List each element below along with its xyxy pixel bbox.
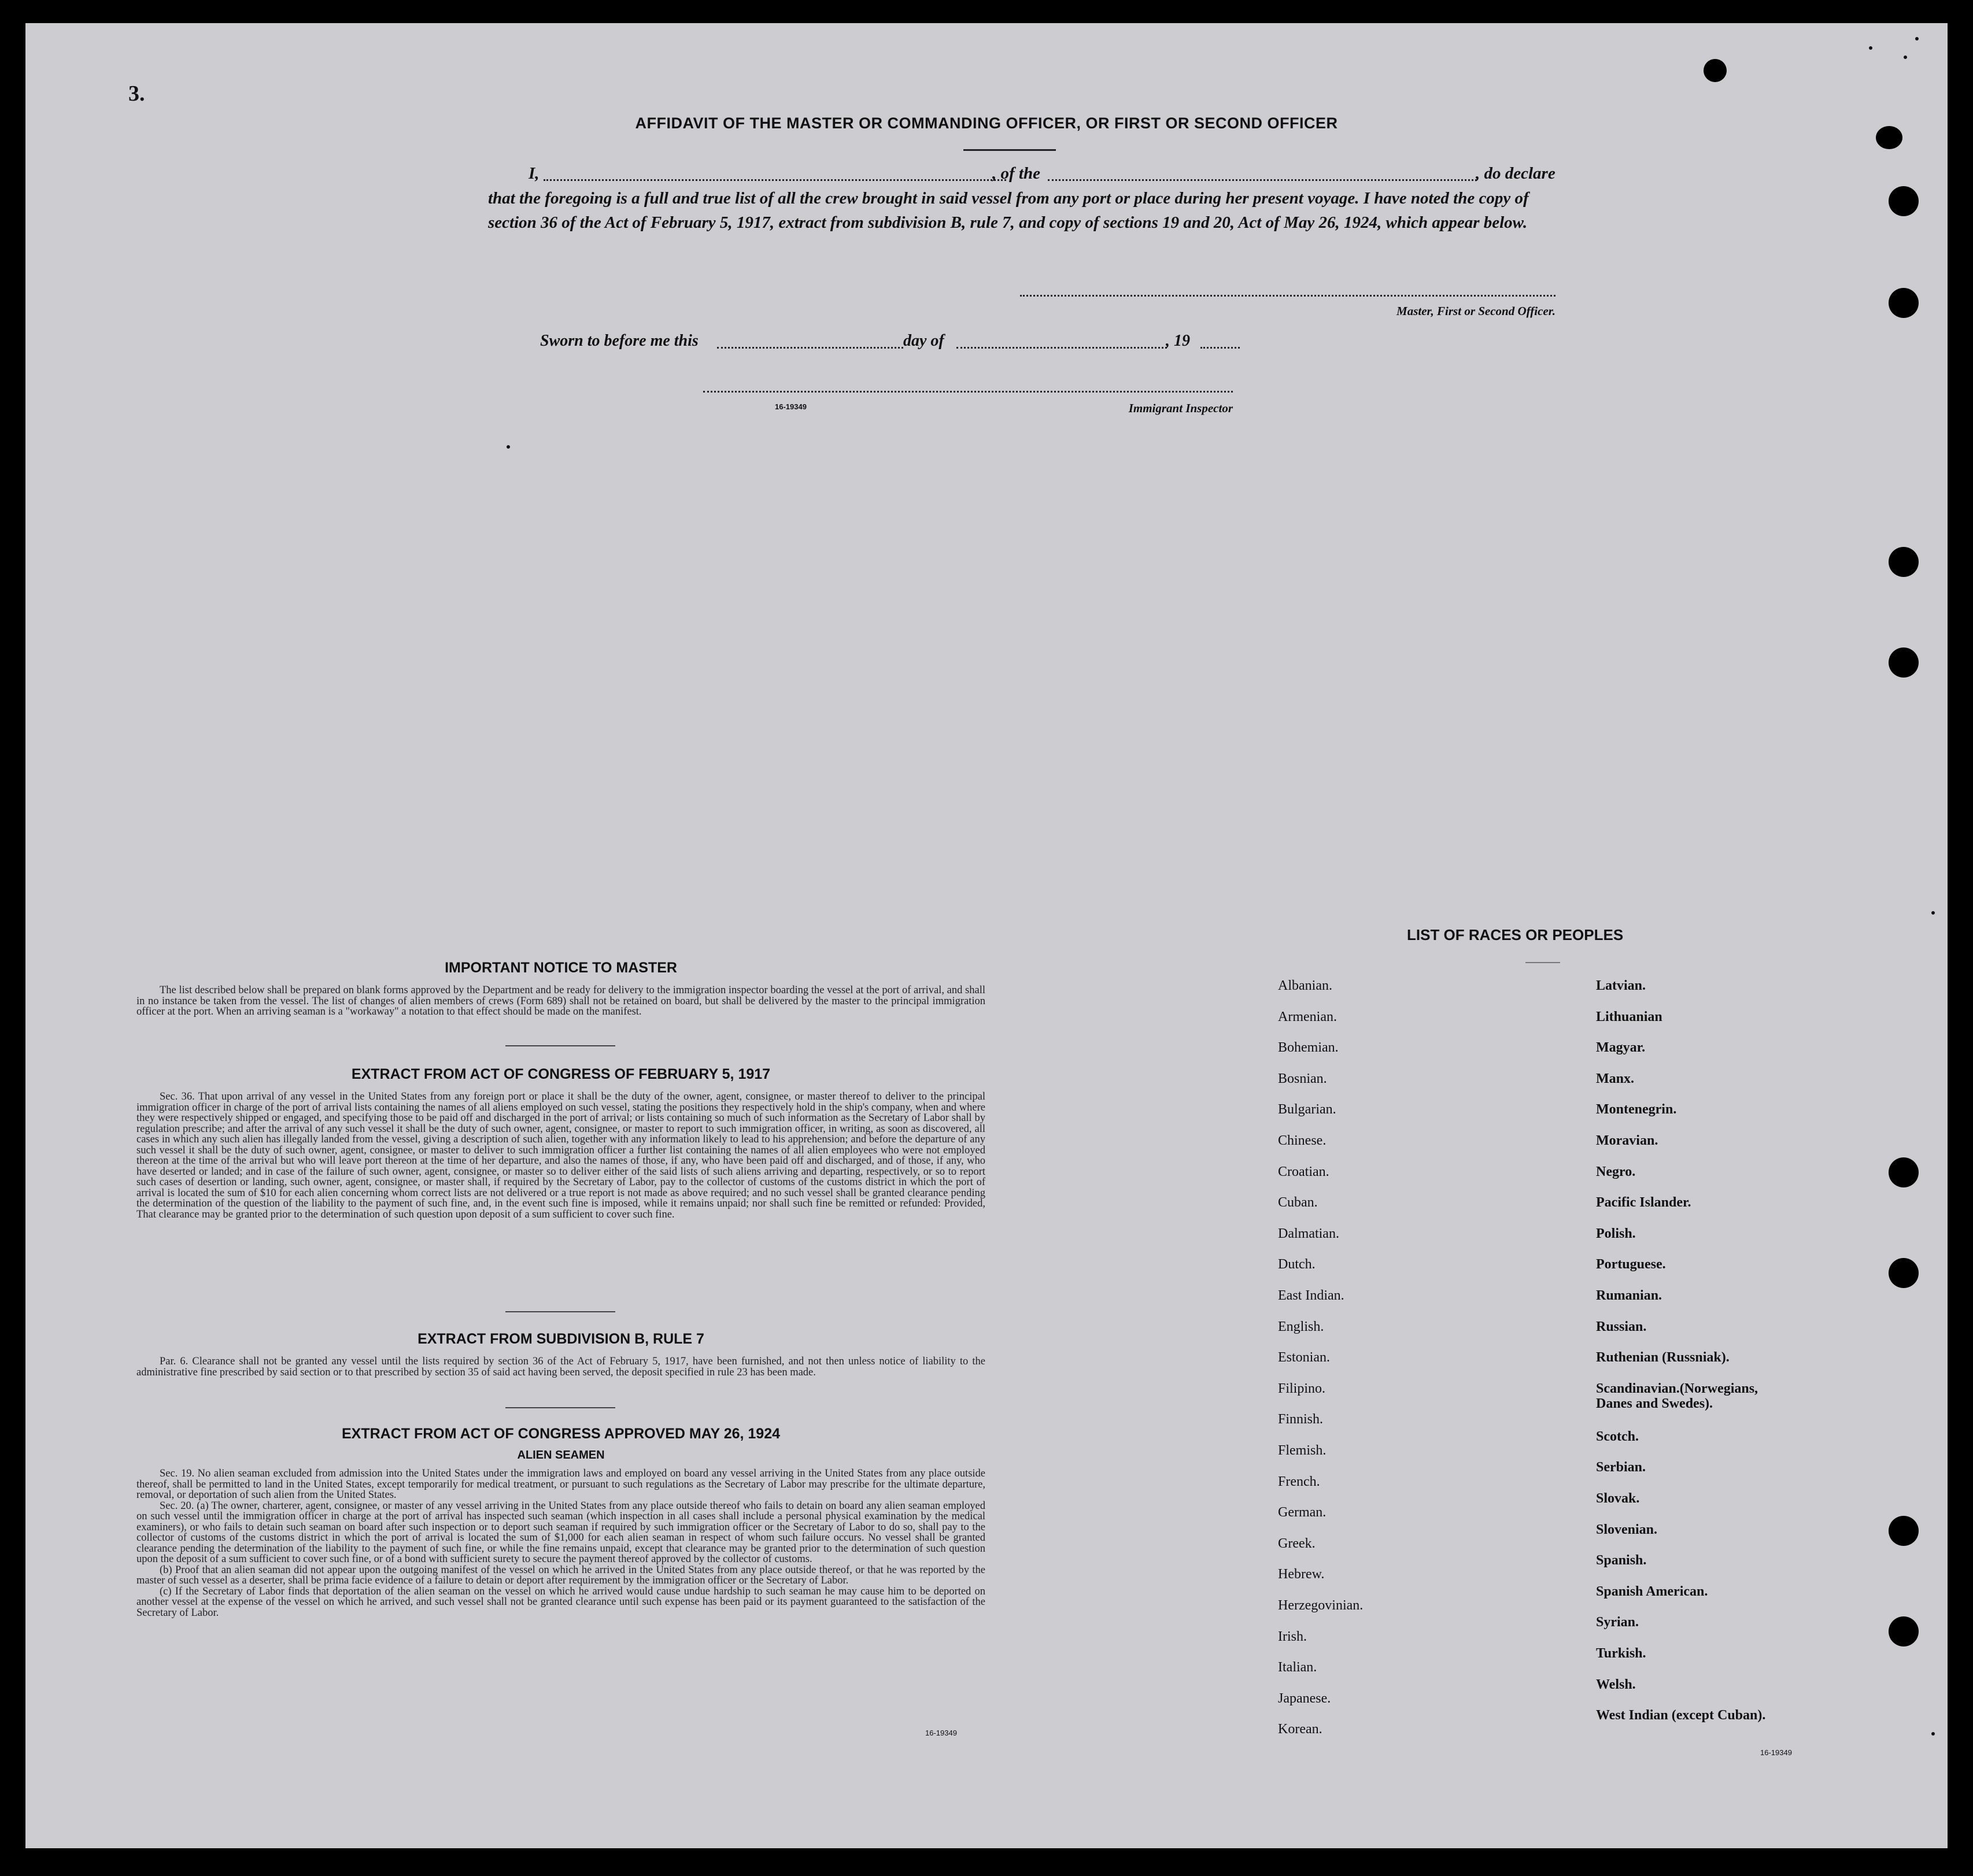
rule7-title: EXTRACT FROM SUBDIVISION B, RULE 7 — [417, 1331, 704, 1347]
punch-hole — [1889, 1157, 1919, 1187]
speck — [1869, 46, 1872, 50]
race-item: Italian. — [1278, 1660, 1317, 1675]
divider — [505, 1311, 615, 1312]
race-item: Moravian. — [1596, 1133, 1658, 1148]
notice-title: IMPORTANT NOTICE TO MASTER — [445, 960, 677, 976]
divider — [963, 149, 1056, 151]
punch-hole — [1889, 1516, 1919, 1546]
race-item: Negro. — [1596, 1164, 1636, 1179]
notice-body — [136, 985, 985, 1017]
race-item: Turkish. — [1596, 1646, 1646, 1661]
declarant-blank — [544, 179, 1006, 181]
punch-hole — [1889, 647, 1919, 678]
race-item: Finnish. — [1278, 1412, 1324, 1427]
notice-paragraph: The list described below shall be prepared on blank forms approved by the Department and be ready for delivery to the immigration inspector boarding the vessel at the port of arrival, and shall in no instance be taken from the vessel. The list of changes of alien members of crews (Form 689) shall not be retained on board, but shall be delivered by the master to the principal immigration officer at the port. When an arriving seaman is a "workaway" a notation to that effect should be made on the manifest. — [136, 985, 985, 1017]
sworn-day-blank — [717, 347, 903, 349]
vessel-blank — [1048, 179, 1477, 181]
race-item: Estonian. — [1278, 1350, 1330, 1365]
punch-hole — [1889, 547, 1919, 577]
extract-1917-body — [136, 1091, 985, 1220]
speck — [1915, 37, 1919, 40]
vessel-label: , of the — [992, 164, 1040, 183]
extract-1917-title: EXTRACT FROM ACT OF CONGRESS OF FEBRUARY 5, 1917 — [351, 1066, 771, 1082]
race-item: Rumanian. — [1596, 1288, 1662, 1303]
race-item: Bulgarian. — [1278, 1102, 1336, 1117]
day-of-label: day of — [903, 332, 944, 350]
affidavit-title: AFFIDAVIT OF THE MASTER OR COMMANDING OFFICER, OR FIRST OR SECOND OFFICER — [635, 114, 1338, 132]
race-item: Irish. — [1278, 1629, 1307, 1644]
race-item: Spanish. — [1596, 1553, 1647, 1568]
affidavit-body: that the foregoing is a full and true list of all the crew brought in said vessel from any port or place during her present voyage. I have noted the copy of section 36 of the Act of February 5, 1917, extract from subdivision B, rule 7, and copy of sections 19 and 20, Act of May 26, 1924, which appear below. — [488, 189, 1529, 232]
race-item: Manx. — [1596, 1071, 1634, 1086]
declarant-label: I, — [529, 164, 540, 183]
race-item: Greek. — [1278, 1536, 1316, 1551]
corner-mark: 3. — [128, 82, 145, 106]
divider — [505, 1407, 615, 1408]
race-item: Ruthenian (Russniak). — [1596, 1350, 1730, 1365]
punch-hole — [1889, 186, 1919, 216]
extract-1924-body — [136, 1468, 985, 1618]
race-item: Japanese. — [1278, 1691, 1331, 1706]
race-item: Serbian. — [1596, 1460, 1646, 1475]
race-item: West Indian (except Cuban). — [1596, 1708, 1766, 1723]
race-item: Dalmatian. — [1278, 1226, 1339, 1241]
divider — [1525, 962, 1560, 963]
race-item: Scotch. — [1596, 1429, 1639, 1444]
race-item: Welsh. — [1596, 1677, 1636, 1692]
rule7-paragraph: Par. 6. Clearance shall not be granted any vessel until the lists required by section 36 of the Act of February 5, 1917, have been furnished, and not then unless notice of liability to the administrative fine prescribed by said section or to that prescribed by section 35 of said act having been served, the deposit specified in rule 23 has been made. — [136, 1356, 985, 1378]
race-item: Flemish. — [1278, 1443, 1327, 1458]
race-item: Polish. — [1596, 1226, 1636, 1241]
punch-hole — [1889, 288, 1919, 318]
punch-hole — [1889, 1616, 1919, 1646]
race-item: Slovenian. — [1596, 1522, 1658, 1537]
rule7-body — [136, 1356, 985, 1378]
sworn-label: Sworn to before me this — [540, 332, 699, 350]
extract-1917-paragraph: Sec. 36. That upon arrival of any vessel in the United States from any foreign port or place it shall be the duty of the owner, agent, consignee, or master thereof to deliver to the principal immigration officer in charge of the port of arrival lists containing the names of all aliens employed on such vessel, stating the positions they respectively hold in the ship's company, when and where they were respectively shipped or engaged, and specifying those to be paid off and discharged in the port of arrival; or lists containing so much of such information as the Secretary of Labor shall by regulation prescribe; and after the arrival of any such vessel it shall be the duty of such owner, agent, consignee, or master to report to such immigration officer, in writing, as soon as discovered, all cases in which any such alien has illegally landed from the vessel, giving a description of such alien, together with any information likely to lead to his apprehension; and before the departure of any such vessel it shall be the duty of such owner, agent, consignee, or master to deliver to such immigration officer a further list containing the names of all alien employees who were not employed thereon at the time of the arrival but who will leave port thereon at the time of her departure, and also the names of those, if any, who have been paid off and discharged, and of those, if any, who have deserted or landed; and in case of the failure of such owner, agent, consignee, or master so to deliver either of the said lists of such aliens arriving and departing, respectively, or so to report such cases of desertion or landing, such owner, agent, consignee, or master shall, if required by the Secretary of Labor, pay to the collector of customs of the customs district in which the port of arrival is located the sum of $10 for each alien concerning whom correct lists are not delivered or a true report is not made as above required; and no such vessel shall be granted clearance pending the determination of the question of the liability to the payment of such fine, and, in the event such fine is imposed, while it remains unpaid; nor shall such fine be remitted or refunded: Provided, That clearance may be granted prior to the determination of such question upon deposit of a sum sufficient to cover such fine. — [136, 1091, 985, 1220]
race-item: Croatian. — [1278, 1164, 1329, 1179]
race-item: Armenian. — [1278, 1009, 1337, 1024]
speck — [1931, 911, 1935, 915]
race-item: Latvian. — [1596, 978, 1646, 993]
race-item: Chinese. — [1278, 1133, 1327, 1148]
race-item: Syrian. — [1596, 1615, 1639, 1630]
race-item: Slovak. — [1596, 1491, 1640, 1506]
race-item: Filipino. — [1278, 1381, 1326, 1396]
race-item: Lithuanian — [1596, 1009, 1662, 1024]
affidavit-form-number: 16-19349 — [775, 402, 807, 411]
inspector-signature-label: Immigrant Inspector — [1128, 401, 1233, 415]
race-item: Scandinavian.(Norwegians, Danes and Swedes). — [1596, 1381, 1758, 1411]
speck — [507, 445, 510, 449]
year-label: , 19 — [1166, 332, 1190, 350]
document-page — [25, 23, 1948, 1848]
race-item: English. — [1278, 1319, 1324, 1334]
race-item: Herzegovinian. — [1278, 1598, 1364, 1613]
race-item: Cuban. — [1278, 1195, 1318, 1210]
declare-label: , do declare — [1476, 164, 1556, 183]
sec20b-paragraph: (b) Proof that an alien seaman did not appear upon the outgoing manifest of the vessel on which he arrived in the United States from any place outside thereof, or that he was reported by the master of such vessel as a deserter, shall be prima facie evidence of a failure to detain or deport after requirement by the immigration officer or the Secretary of Labor. — [136, 1564, 985, 1586]
race-item: Pacific Islander. — [1596, 1195, 1691, 1210]
sworn-month-blank — [956, 347, 1167, 349]
speck — [1904, 55, 1907, 59]
race-item: German. — [1278, 1505, 1327, 1520]
race-item: Hebrew. — [1278, 1567, 1325, 1582]
extract-form-number: 16-19349 — [925, 1729, 957, 1737]
race-item: Montenegrin. — [1596, 1102, 1677, 1117]
race-item: Magyar. — [1596, 1040, 1646, 1055]
race-item: Russian. — [1596, 1319, 1647, 1334]
sec20c-paragraph: (c) If the Secretary of Labor finds that deportation of the alien seaman on the vessel on which he arrived would cause undue hardship to such seaman he may cause him to be deported on another vessel at the expense of the vessel on which he arrived, and such vessel shall not be granted clearance until such expense has been paid or its payment guaranteed to the satisfaction of the Secretary of Labor. — [136, 1585, 985, 1619]
race-item: Albanian. — [1278, 978, 1332, 993]
race-item: Dutch. — [1278, 1257, 1316, 1272]
master-signature-line — [1020, 295, 1556, 297]
races-form-number: 16-19349 — [1760, 1748, 1792, 1757]
inspector-signature-line — [703, 391, 1233, 393]
race-item: Bosnian. — [1278, 1071, 1327, 1086]
punch-hole — [1704, 59, 1727, 82]
sworn-year-blank — [1200, 347, 1240, 349]
sec19-paragraph: Sec. 19. No alien seaman excluded from admission into the United States under the immigration laws and employed on board any vessel arriving in the United States from any place outside thereof, shall be permitted to land in the United States, except temporarily for medical treatment, or pursuant to such regulations as the Secretary of Labor may prescribe for the ultimate departure, removal, or deportation of such alien from the United States. — [136, 1468, 985, 1501]
extract-1924-subtitle: ALIEN SEAMEN — [517, 1449, 605, 1461]
races-title: LIST OF RACES OR PEOPLES — [1407, 926, 1624, 943]
sec20a-paragraph: Sec. 20. (a) The owner, charterer, agent, consignee, or master of any vessel arriving in the United States from any place outside thereof who fails to detain on board any alien seaman employed on such vessel until the immigration officer in charge at the port of arrival has inspected such seaman (which inspection in all cases shall include a personal physical examination by the medical examiners), or who fails to detain such seaman on board after such inspection or to deport such seaman if required by such immigration officer or the Secretary of Labor to do so, shall pay to the collector of customs of the customs district in which the port of arrival is located the sum of $1,000 for each alien seaman in respect of whom such failure occurs. No vessel shall be granted clearance pending the determination of the liability to the payment of such fine, or while the fine remains unpaid, except that clearance may be granted prior to the determination of such question upon the deposit of a sum sufficient to cover such fine, or of a bond with sufficient surety to secure the payment thereof approved by the collector of customs. — [136, 1500, 985, 1565]
race-item: French. — [1278, 1474, 1320, 1489]
race-item: Spanish American. — [1596, 1584, 1708, 1599]
speck — [1931, 1732, 1935, 1736]
punch-hole — [1889, 1258, 1919, 1288]
master-signature-label: Master, First or Second Officer. — [1396, 304, 1556, 318]
race-item: Bohemian. — [1278, 1040, 1339, 1055]
divider — [505, 1045, 615, 1046]
race-item: East Indian. — [1278, 1288, 1344, 1303]
race-item: Korean. — [1278, 1722, 1322, 1737]
race-item: Portuguese. — [1596, 1257, 1666, 1272]
extract-1924-title: EXTRACT FROM ACT OF CONGRESS APPROVED MAY 26, 1924 — [341, 1426, 781, 1442]
